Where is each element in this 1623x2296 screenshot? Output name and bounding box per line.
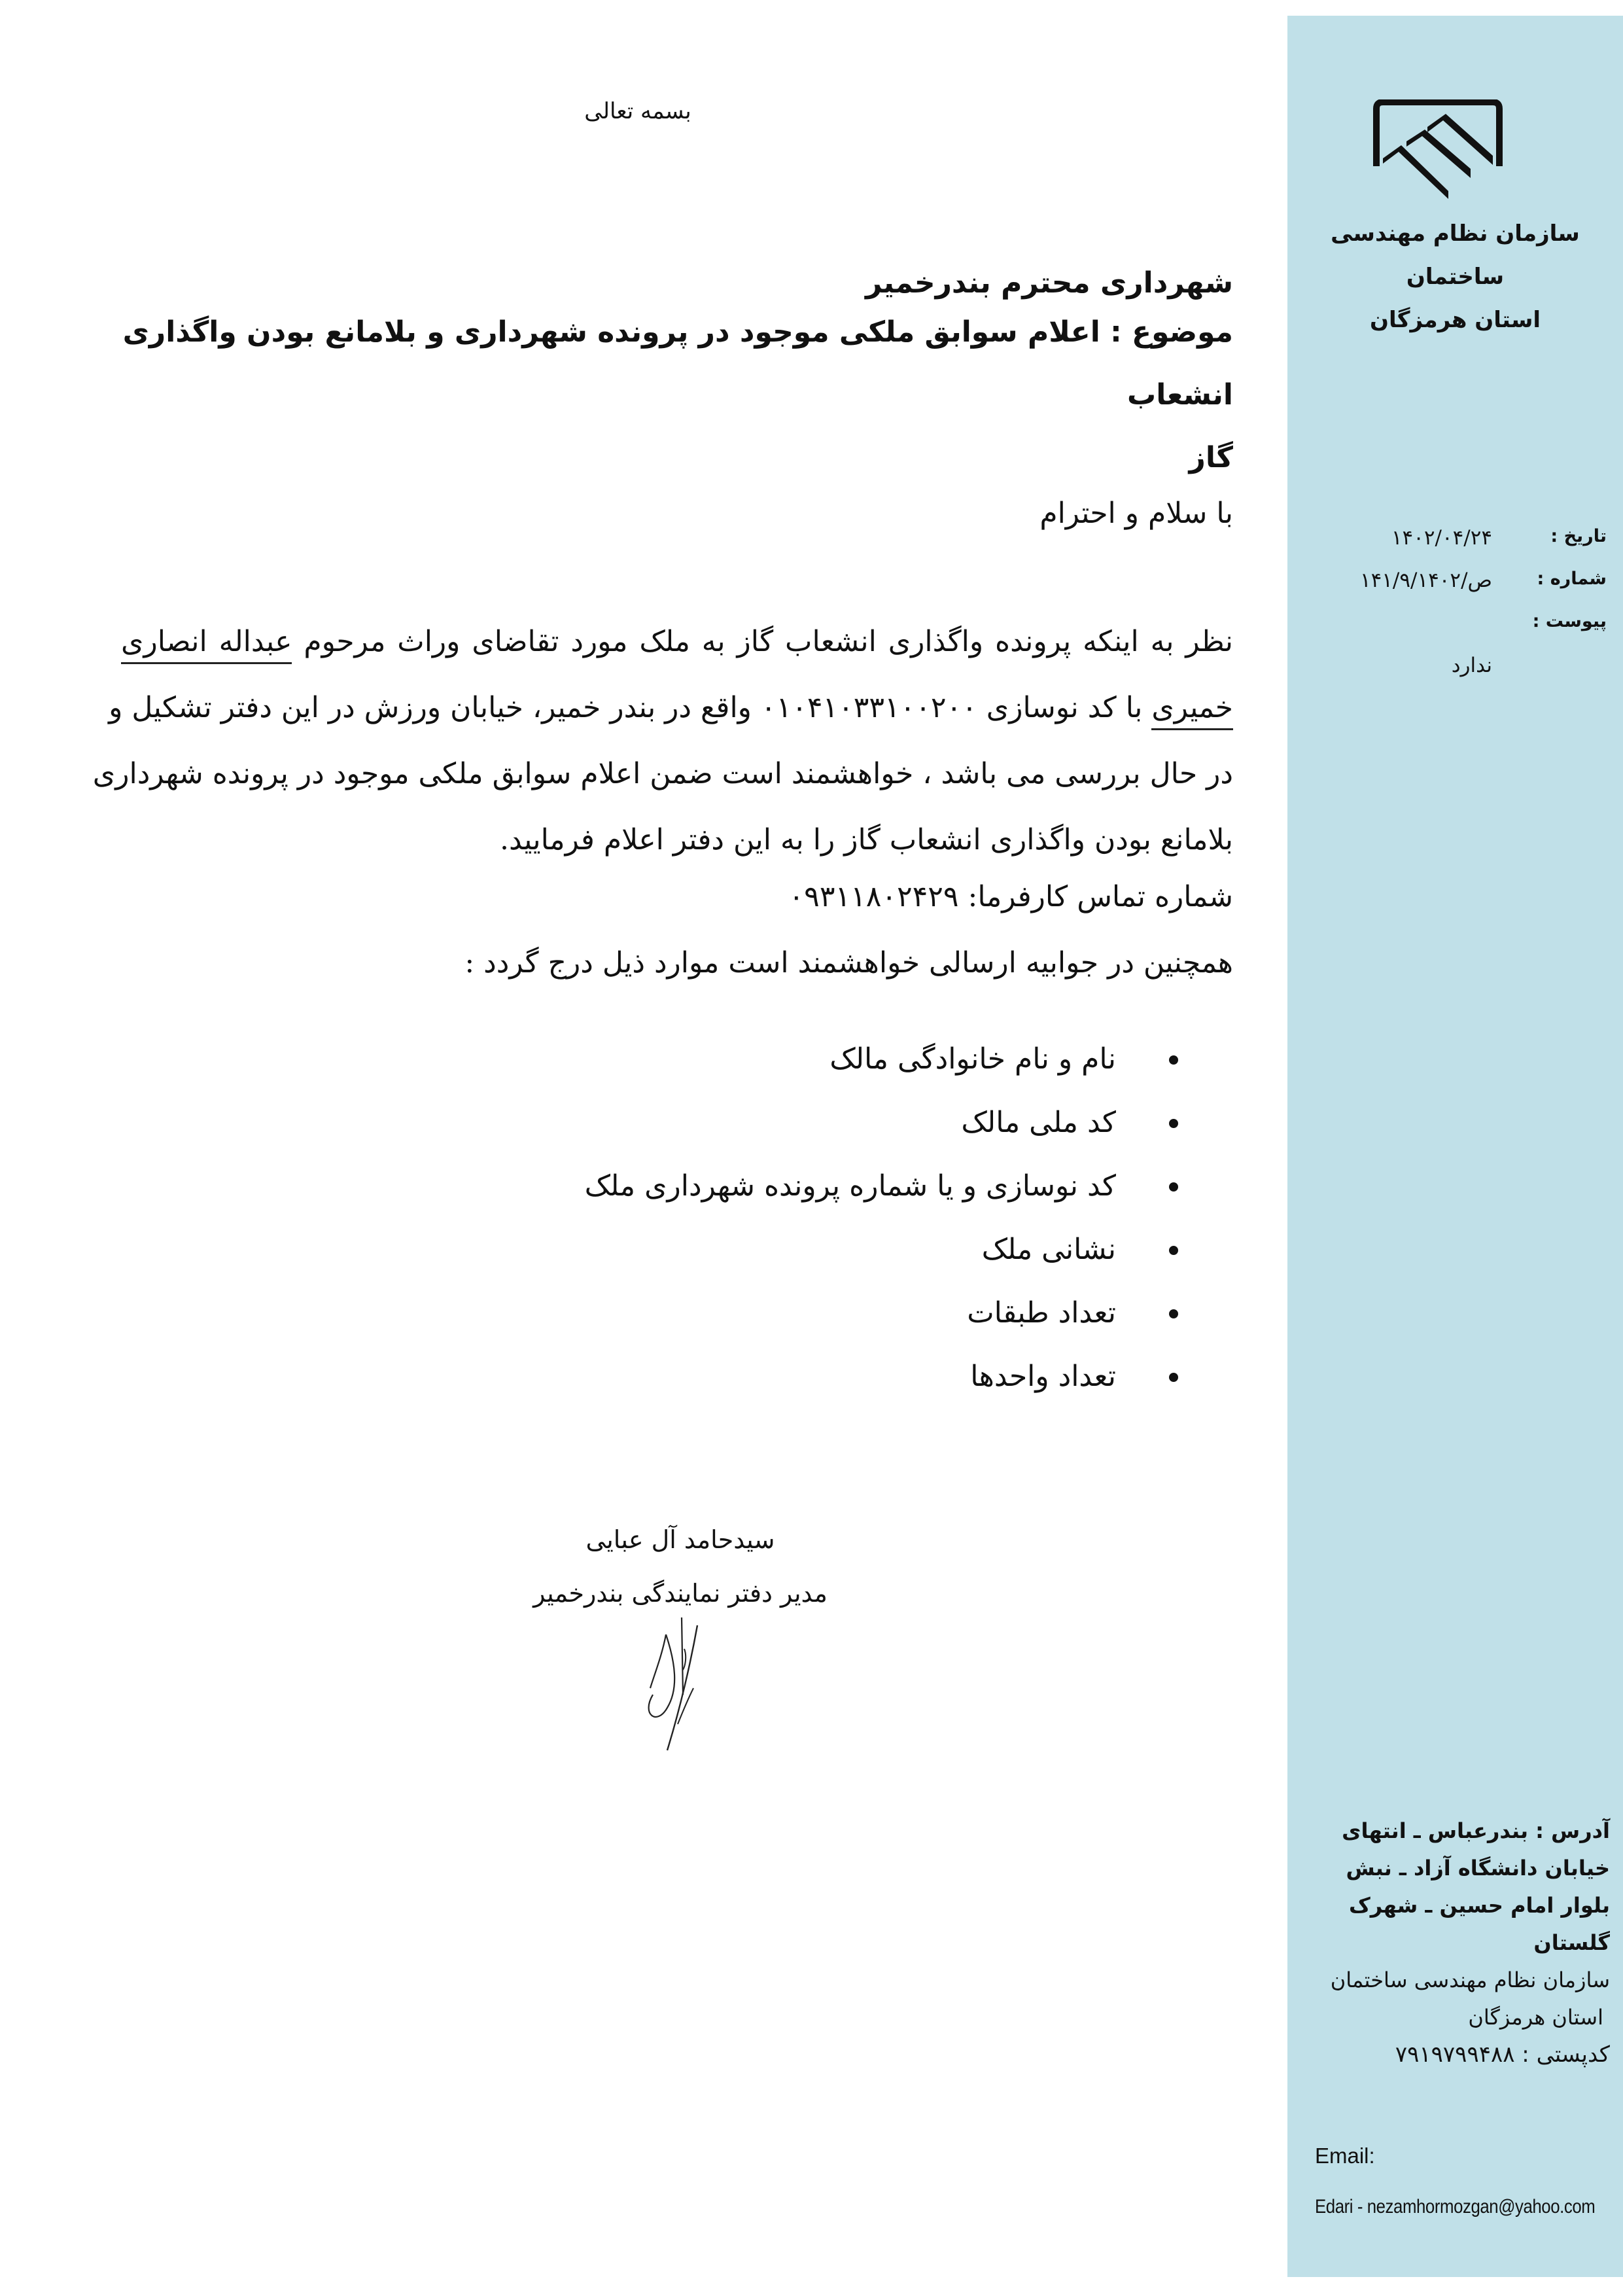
subject bbox=[108, 301, 1233, 489]
list-item: تعداد طبقات bbox=[459, 1281, 1178, 1345]
date-value: ۱۴۰۲/۰۴/۲۴ bbox=[1391, 526, 1492, 550]
number-value: ص/۱۴۱/۹/۱۴۰۲ bbox=[1359, 569, 1492, 592]
bullet-icon bbox=[1169, 1119, 1178, 1128]
letter-number-field bbox=[1299, 569, 1607, 608]
subject-line-2: گاز bbox=[1189, 441, 1233, 474]
requested-items-list bbox=[459, 1027, 1178, 1408]
body-line-3: در حال بررسی می باشد ، خواهشمند است ضمن اعلام سوابق ملکی موجود در پرونده شهرداری bbox=[92, 757, 1233, 790]
organization-name: سازمان نظام مهندسی ساختمان استان هرمزگان bbox=[1331, 221, 1580, 333]
letterhead-sidebar bbox=[1287, 16, 1623, 2277]
request-intro: همچنین در جوابیه ارسالی خواهشمند است موارد ذیل درج گردد : bbox=[464, 946, 1233, 980]
date-field bbox=[1299, 526, 1607, 565]
invocation-header: بسمه تعالی bbox=[584, 98, 691, 124]
attachment-field bbox=[1299, 611, 1607, 690]
list-item: کد ملی مالک bbox=[459, 1091, 1178, 1154]
body-paragraph bbox=[92, 609, 1233, 873]
signatory-title: مدیر دفتر نمایندگی بندرخمیر bbox=[533, 1579, 828, 1608]
number-label: شماره : bbox=[1537, 569, 1607, 589]
body-line-1: نظر به اینکه پرونده واگذاری انشعاب گاز به ملک مورد تقاضای وراث مرحوم عبداله انصاری bbox=[121, 609, 1233, 675]
bullet-icon bbox=[1169, 1182, 1178, 1192]
bullet-icon bbox=[1169, 1055, 1178, 1065]
postal-code: کدپستی : ۷۹۱۹۷۹۹۴۸۸ bbox=[1395, 2041, 1610, 2068]
list-item: کد نوسازی و یا شماره پرونده شهرداری ملک bbox=[459, 1154, 1178, 1218]
subject-line-1: موضوع : اعلام سوابق ملکی موجود در پرونده شهرداری و بلامانع بودن واگذاری انشعاب bbox=[122, 315, 1233, 412]
owner-name-underlined-cont: خمیری bbox=[1151, 691, 1233, 730]
bullet-icon bbox=[1169, 1246, 1178, 1255]
office-address: آدرس : بندرعباس ـ انتهای خیابان دانشگاه آزاد ـ نبش بلوار امام حسین ـ شهرک گلستان سازمان نظام مهندسی ساختمان استان هرمزگان کدپستی : ۷۹۱۹۷۹۹۴۸۸ bbox=[1302, 1812, 1610, 2074]
list-item: نام و نام خانوادگی مالک bbox=[459, 1027, 1178, 1091]
list-item: نشانی ملک bbox=[459, 1218, 1178, 1281]
signatory-name: سیدحامد آل عبایی bbox=[585, 1525, 775, 1554]
attachment-value: ندارد bbox=[1451, 654, 1492, 677]
email-label: Email: bbox=[1315, 2144, 1375, 2168]
handwritten-signature-icon bbox=[628, 1616, 726, 1754]
bullet-icon bbox=[1169, 1373, 1178, 1382]
recipient: شهرداری محترم بندرخمیر bbox=[865, 266, 1233, 300]
date-label: تاریخ : bbox=[1550, 526, 1607, 546]
employer-contact: شماره تماس کارفرما: ۰۹۳۱۱۸۰۲۴۲۹ bbox=[788, 880, 1233, 913]
body-line-4: بلامانع بودن واگذاری انشعاب گاز را به این دفتر اعلام فرمایید. bbox=[499, 823, 1233, 857]
body-line-2: خمیری با کد نوسازی ۰۱۰۴۱۰۳۳۱۰۰۲۰۰ واقع در بندر خمیر، خیابان ورزش در این دفتر تشکیل و bbox=[121, 675, 1233, 741]
owner-name-underlined: عبداله انصاری bbox=[121, 625, 292, 664]
attachment-label: پیوست : bbox=[1532, 611, 1607, 631]
email-address[interactable]: Edari - nezamhormozgan@yahoo.com bbox=[1315, 2196, 1596, 2217]
building-engineering-logo-icon bbox=[1372, 99, 1503, 204]
bullet-icon bbox=[1169, 1309, 1178, 1318]
list-item: تعداد واحدها bbox=[459, 1345, 1178, 1408]
greeting: با سلام و احترام bbox=[1039, 497, 1233, 530]
